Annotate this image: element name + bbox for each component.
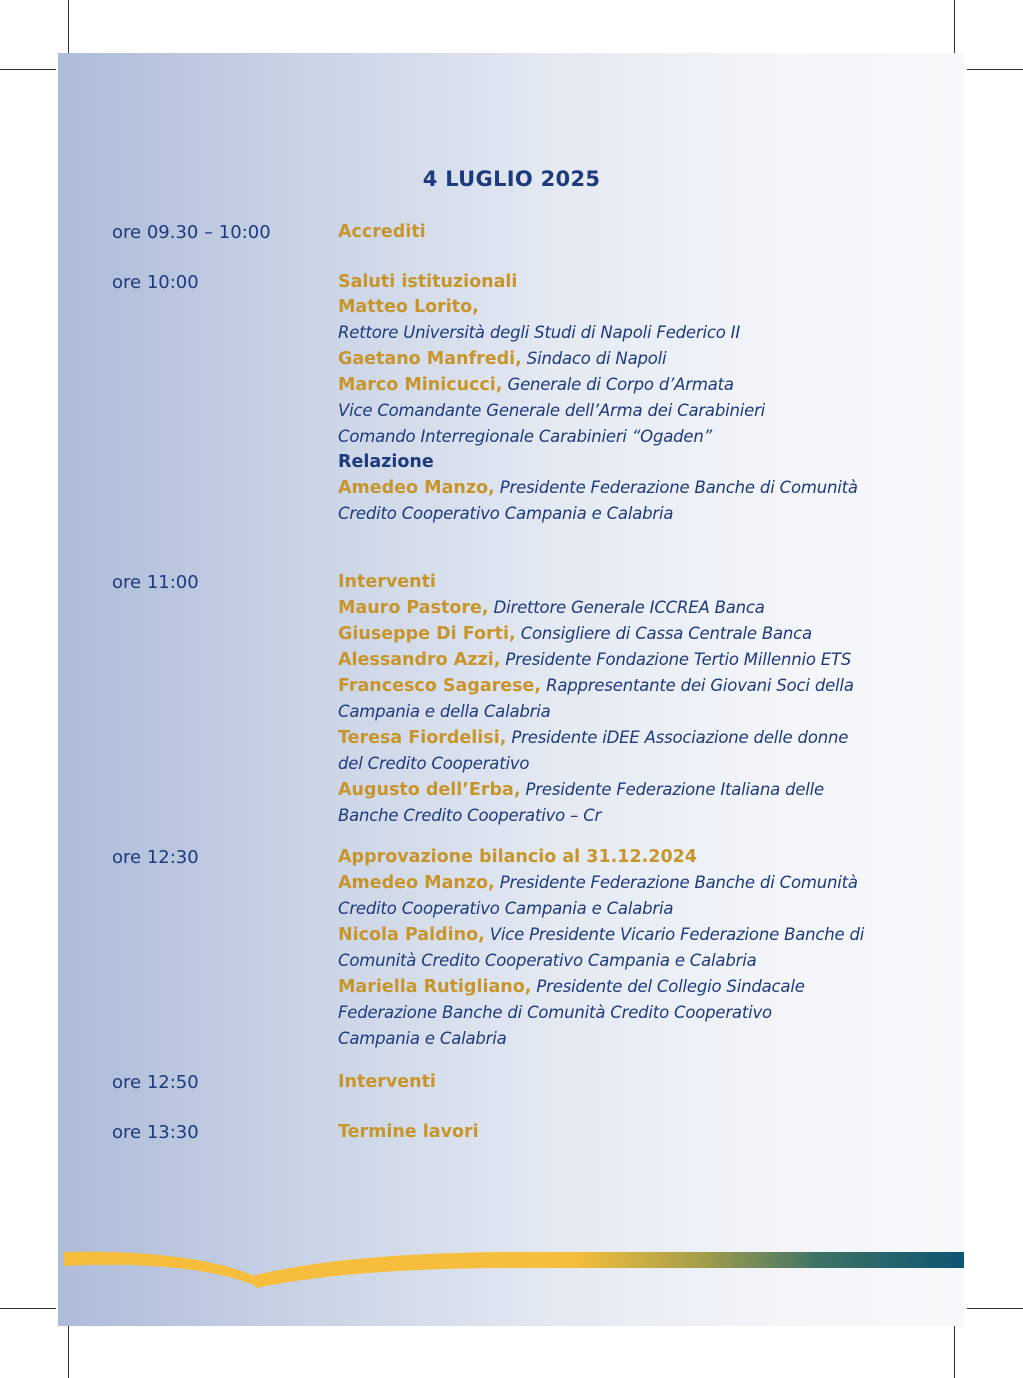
session-heading: Accrediti: [338, 222, 426, 242]
session-line: [338, 621, 938, 647]
speaker-role: Federazione Banche di Comunità Credito Cooperativo: [338, 1003, 772, 1022]
speaker-role: Rettore Università degli Studi di Napoli Federico II: [338, 323, 740, 342]
speaker-role: Presidente iDEE Associazione delle donne: [506, 728, 849, 747]
session-time: ore 09.30 – 10:00: [112, 222, 271, 243]
session-content: [338, 845, 938, 1052]
session-line: [338, 1026, 938, 1052]
speaker-role: Vice Presidente Vicario Federazione Banche di: [484, 925, 865, 944]
speaker-role: Consigliere di Cassa Centrale Banca: [515, 624, 812, 643]
session-content: [338, 570, 938, 829]
speaker-role: Credito Cooperativo Campania e Calabria: [338, 504, 674, 523]
session-line: [338, 725, 938, 751]
session-line: [338, 1070, 938, 1095]
session-heading: Termine lavori: [338, 1122, 479, 1142]
session-line: [338, 295, 938, 320]
session-line: [338, 974, 938, 1000]
session-time: ore 13:30: [112, 1122, 199, 1143]
speaker-name: Amedeo Manzo,: [338, 478, 495, 498]
event-date-title: 4 LUGLIO 2025: [422, 167, 601, 191]
crop-mark: [967, 1308, 1023, 1309]
session-line: [338, 870, 938, 896]
speaker-role: Campania e Calabria: [338, 1029, 507, 1048]
speaker-name: Augusto dell’Erba,: [338, 780, 521, 800]
speaker-name: Marco Minicucci,: [338, 375, 503, 395]
crop-mark: [0, 69, 56, 70]
speaker-name: Matteo Lorito,: [338, 297, 479, 317]
speaker-role: Presidente Federazione Banche di Comunità: [494, 478, 858, 497]
speaker-role: Banche Credito Cooperativo – Cr: [338, 806, 602, 825]
speaker-role: Credito Cooperativo Campania e Calabria: [338, 899, 674, 918]
session-line: [338, 424, 938, 450]
session-time: ore 12:30: [112, 847, 199, 868]
speaker-name: Amedeo Manzo,: [338, 873, 495, 893]
speaker-role: del Credito Cooperativo: [338, 754, 530, 773]
session-line: [338, 845, 938, 870]
speaker-name: Gaetano Manfredi,: [338, 349, 522, 369]
session-heading: Approvazione bilancio al 31.12.2024: [338, 847, 697, 867]
session-content: [338, 1120, 938, 1145]
speaker-role: Presidente Fondazione Tertio Millennio ETS: [500, 650, 852, 669]
crop-mark: [967, 69, 1023, 70]
decorative-ribbon: [64, 1248, 964, 1292]
session-line: [338, 501, 938, 527]
session-line: [338, 803, 938, 829]
session-line: [338, 595, 938, 621]
session-line: [338, 450, 938, 475]
speaker-name: Nicola Paldino,: [338, 925, 485, 945]
session-line: [338, 948, 938, 974]
session-line: [338, 475, 938, 501]
session-line: [338, 320, 938, 346]
speaker-name: Alessandro Azzi,: [338, 650, 501, 670]
session-line: [338, 751, 938, 777]
speaker-name: Mauro Pastore,: [338, 598, 489, 618]
speaker-role: Campania e della Calabria: [338, 702, 551, 721]
session-content: [338, 1070, 938, 1095]
session-line: [338, 922, 938, 948]
speaker-role: Rappresentante dei Giovani Soci della: [541, 676, 854, 695]
speaker-role: Comando Interregionale Carabinieri “Ogaden”: [338, 427, 712, 446]
session-line: [338, 270, 938, 295]
speaker-name: Giuseppe Di Forti,: [338, 624, 516, 644]
crop-mark: [68, 0, 69, 56]
session-heading: Interventi: [338, 1072, 436, 1092]
session-time: ore 12:50: [112, 1072, 199, 1093]
session-line: [338, 220, 938, 245]
session-line: [338, 372, 938, 398]
session-line: [338, 673, 938, 699]
session-line: [338, 398, 938, 424]
speaker-name: Mariella Rutigliano,: [338, 977, 532, 997]
speaker-role: Vice Comandante Generale dell’Arma dei Carabinieri: [338, 401, 766, 420]
session-line: [338, 896, 938, 922]
section-heading: Relazione: [338, 452, 434, 472]
session-time: ore 10:00: [112, 272, 199, 293]
session-line: [338, 647, 938, 673]
speaker-role: Direttore Generale ICCREA Banca: [488, 598, 765, 617]
session-line: [338, 1120, 938, 1145]
session-content: [338, 270, 938, 527]
session-time: ore 11:00: [112, 572, 199, 593]
speaker-role: Presidente Federazione Banche di Comunità: [494, 873, 858, 892]
session-heading: Saluti istituzionali: [338, 272, 518, 292]
crop-mark: [954, 1322, 955, 1378]
speaker-role: Sindaco di Napoli: [521, 349, 667, 368]
speaker-role: Comunità Credito Cooperativo Campania e Calabria: [338, 951, 757, 970]
crop-mark: [0, 1308, 56, 1309]
session-line: [338, 699, 938, 725]
session-line: [338, 1000, 938, 1026]
speaker-name: Francesco Sagarese,: [338, 676, 542, 696]
session-line: [338, 777, 938, 803]
session-heading: Interventi: [338, 572, 436, 592]
speaker-name: Teresa Fiordelisi,: [338, 728, 507, 748]
crop-mark: [954, 0, 955, 56]
speaker-role: Presidente del Collegio Sindacale: [531, 977, 805, 996]
speaker-role: Generale di Corpo d’Armata: [502, 375, 734, 394]
session-line: [338, 570, 938, 595]
session-content: [338, 220, 938, 245]
speaker-role: Presidente Federazione Italiana delle: [520, 780, 824, 799]
session-line: [338, 346, 938, 372]
crop-mark: [68, 1322, 69, 1378]
